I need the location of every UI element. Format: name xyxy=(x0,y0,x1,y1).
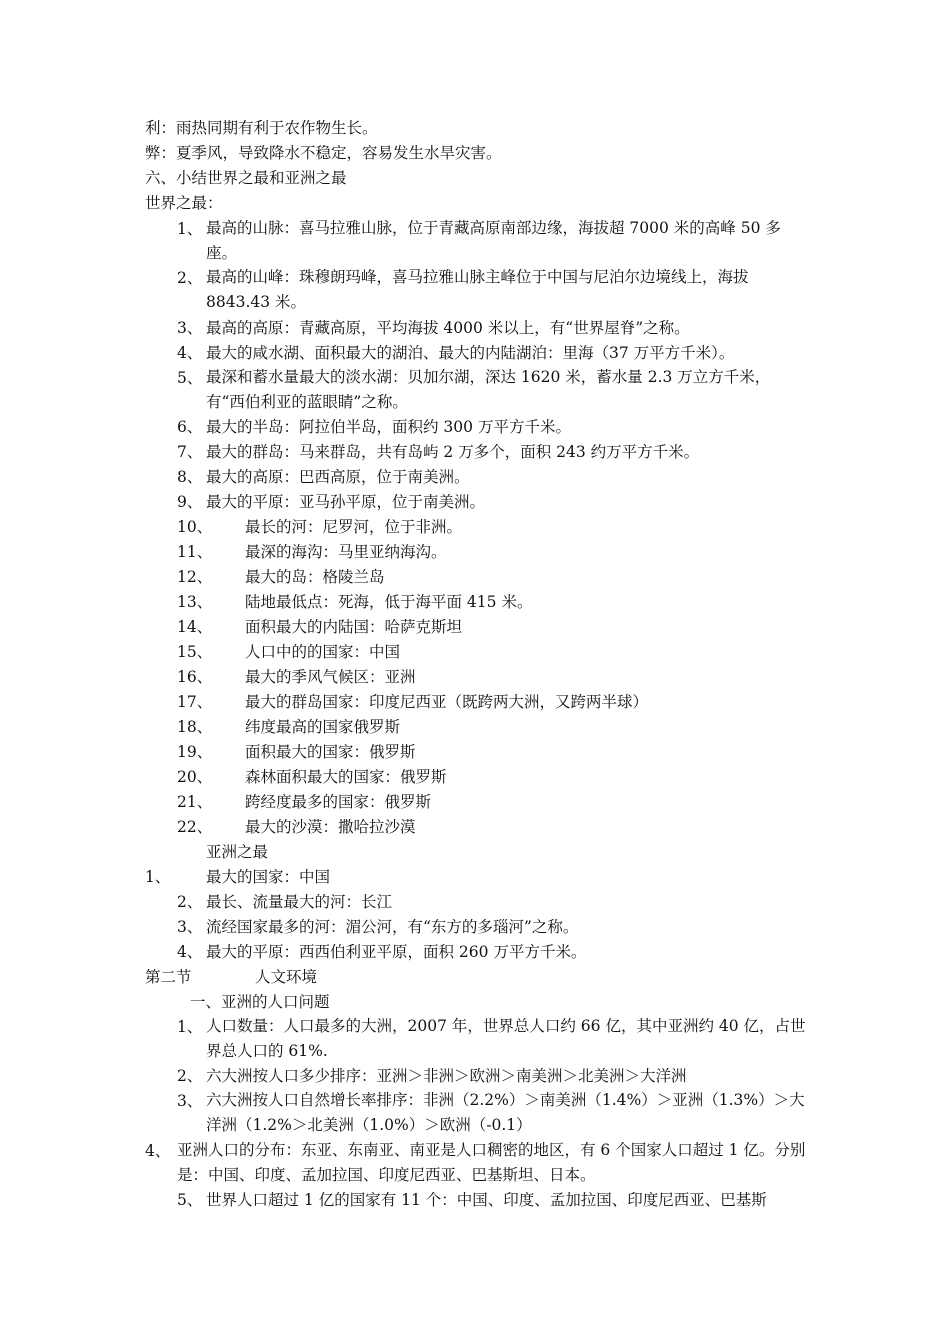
list-number: 19、 xyxy=(177,743,213,761)
list-number: 11、 xyxy=(177,543,213,561)
list-number: 13、 xyxy=(177,593,213,611)
list-number: 14、 xyxy=(177,618,213,636)
list-number: 20、 xyxy=(177,768,213,786)
list-item: 六大洲按人口自然增长率排序：非洲（2.2%）＞南美洲（1.4%）＞亚洲（1.3%）＞大洋洲（1.2%＞北美洲（1.0%）＞欧洲（-0.1） xyxy=(206,1091,805,1134)
list-number: 1、 xyxy=(177,1018,203,1036)
list-number: 17、 xyxy=(177,693,213,711)
section-heading: 六、小结世界之最和亚洲之最 xyxy=(145,169,347,187)
list-number: 5、 xyxy=(177,369,203,387)
list-item: 面积最大的内陆国：哈萨克斯坦 xyxy=(245,618,463,636)
list-item: 最长的河：尼罗河，位于非洲。 xyxy=(245,518,463,536)
list-number: 1、 xyxy=(145,868,171,886)
list-number: 2、 xyxy=(177,893,203,911)
text-line: 弊：夏季风，导致降水不稳定，容易发生水旱灾害。 xyxy=(145,144,502,162)
list-item: 六大洲按人口多少排序：亚洲＞非洲＞欧洲＞南美洲＞北美洲＞大洋洲 xyxy=(206,1067,687,1085)
list-number: 9、 xyxy=(177,493,203,511)
list-number: 2、 xyxy=(177,269,203,287)
list-item: 最大的岛：格陵兰岛 xyxy=(245,568,385,586)
list-number: 15、 xyxy=(177,643,213,661)
section-heading: 亚洲之最 xyxy=(206,843,269,861)
section-title: 人文环境 xyxy=(255,968,318,986)
list-item: 最长、流量最大的河：长江 xyxy=(206,893,393,911)
list-number: 3、 xyxy=(177,319,203,337)
list-number: 10、 xyxy=(177,518,213,536)
list-item: 最大的高原：巴西高原，位于南美洲。 xyxy=(206,468,470,486)
list-number: 4、 xyxy=(177,344,203,362)
list-number: 4、 xyxy=(177,943,203,961)
list-number: 5、 xyxy=(177,1191,203,1209)
list-number: 2、 xyxy=(177,1067,203,1085)
list-number: 3、 xyxy=(177,1092,203,1110)
section-heading: 世界之最： xyxy=(145,194,223,212)
list-item: 最大的沙漠：撒哈拉沙漠 xyxy=(245,818,416,836)
list-number: 21、 xyxy=(177,793,213,811)
subsection-heading: 一、亚洲的人口问题 xyxy=(190,993,330,1011)
list-item: 人口中的的国家：中国 xyxy=(245,643,401,661)
list-number: 6、 xyxy=(177,418,203,436)
list-item: 最大的平原：西西伯利亚平原，面积 260 万平方千米。 xyxy=(206,943,587,961)
list-item: 世界人口超过 1 亿的国家有 11 个：中国、印度、孟加拉国、印度尼西亚、巴基斯 xyxy=(206,1191,767,1209)
list-item: 面积最大的国家：俄罗斯 xyxy=(245,743,416,761)
list-item: 最大的群岛：马来群岛，共有岛屿 2 万多个，面积 243 约万平方千米。 xyxy=(206,443,700,461)
list-number: 16、 xyxy=(177,668,213,686)
list-item: 流经国家最多的河：湄公河，有“东方的多瑙河”之称。 xyxy=(206,918,579,936)
list-item: 最大的平原：亚马孙平原，位于南美洲。 xyxy=(206,493,486,511)
list-number: 3、 xyxy=(177,918,203,936)
list-item: 最大的季风气候区：亚洲 xyxy=(245,668,416,686)
list-item: 陆地最低点：死海，低于海平面 415 米。 xyxy=(245,593,533,611)
list-item: 最大的国家：中国 xyxy=(206,868,331,886)
list-item: 最高的高原：青藏高原，平均海拔 4000 米以上，有“世界屋脊”之称。 xyxy=(206,319,690,337)
list-number: 18、 xyxy=(177,718,213,736)
list-item: 森林面积最大的国家：俄罗斯 xyxy=(245,768,447,786)
list-item: 亚洲人口的分布：东亚、东南亚、南亚是人口稠密的地区，有 6 个国家人口超过 1 亿。分别是：中国、印度、孟加拉国、印度尼西亚、巴基斯坦、日本。 xyxy=(177,1141,806,1184)
list-item: 最深的海沟：马里亚纳海沟。 xyxy=(245,543,447,561)
list-item: 最高的山脉：喜马拉雅山脉，位于青藏高原南部边缘，海拔超 7000 米的高峰 50 多座。 xyxy=(206,219,781,262)
list-item: 跨经度最多的国家：俄罗斯 xyxy=(245,793,432,811)
list-number: 1、 xyxy=(177,220,203,238)
list-number: 8、 xyxy=(177,468,203,486)
list-item: 人口数量：人口最多的大洲，2007 年，世界总人口约 66 亿，其中亚洲约 40 亿，占世界总人口的 61%. xyxy=(206,1017,806,1060)
list-item: 最大的半岛：阿拉伯半岛，面积约 300 万平方千米。 xyxy=(206,418,571,436)
list-item: 最深和蓄水量最大的淡水湖：贝加尔湖，深达 1620 米，蓄水量 2.3 万立方千米，有“西伯利亚的蓝眼睛”之称。 xyxy=(206,368,771,411)
section-label: 第二节 xyxy=(145,968,192,986)
list-number: 4、 xyxy=(145,1142,171,1160)
list-number: 12、 xyxy=(177,568,213,586)
list-item: 纬度最高的国家俄罗斯 xyxy=(245,718,401,736)
text-line: 利：雨热同期有利于农作物生长。 xyxy=(145,119,378,137)
list-item: 最大的咸水湖、面积最大的湖泊、最大的内陆湖泊：里海（37 万平方千米）。 xyxy=(206,344,735,362)
list-number: 7、 xyxy=(177,443,203,461)
list-number: 22、 xyxy=(177,818,213,836)
list-item: 最大的群岛国家：印度尼西亚（既跨两大洲，又跨两半球） xyxy=(245,693,649,711)
list-item: 最高的山峰：珠穆朗玛峰，喜马拉雅山脉主峰位于中国与尼泊尔边境线上，海拔 8843.43 米。 xyxy=(206,268,749,311)
